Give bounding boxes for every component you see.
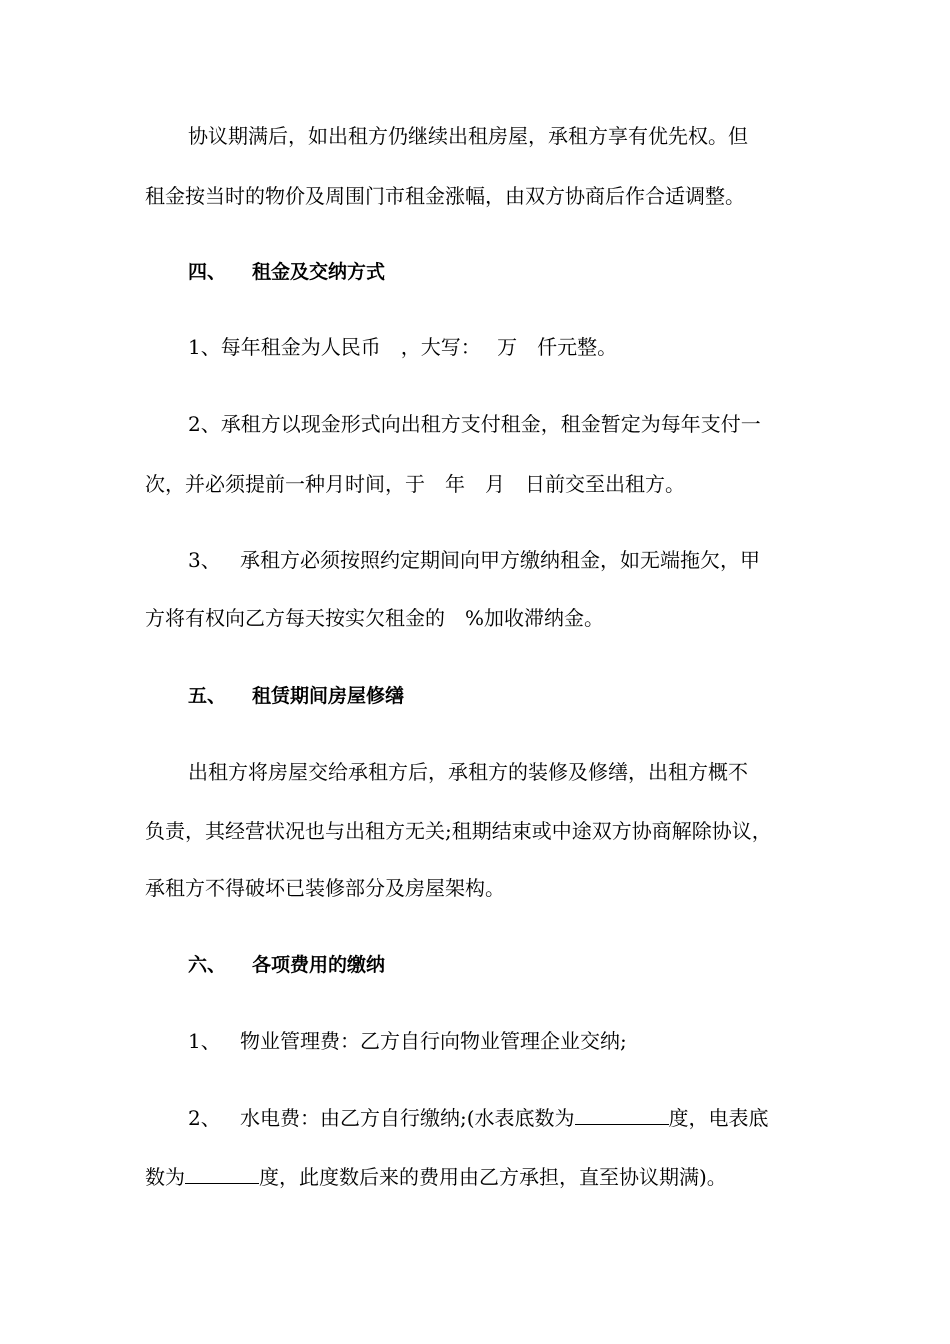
section-6-item-1 bbox=[188, 1027, 815, 1055]
section-5-line-2: 负责，其经营状况也与出租方无关;租期结束或中途双方协商解除协议， bbox=[145, 819, 772, 843]
section-6-item-1-number: 1、 bbox=[188, 1029, 221, 1053]
section-4-item-3-line-1 bbox=[188, 546, 815, 574]
section-6-number: 六、 bbox=[188, 954, 227, 976]
section-6-heading bbox=[188, 951, 815, 979]
section-5-title: 租赁期间房屋修缮 bbox=[252, 685, 405, 707]
section-6-item-2-text-a: 水电费：由乙方自行缴纳;(水表底数为 bbox=[240, 1106, 575, 1130]
section-4-item-1: 1、每年租金为人民币 ，大写： 万 仟元整。 bbox=[188, 335, 618, 359]
section-5-line-1: 出租方将房屋交给承租方后，承租方的装修及修缮，出租方概不 bbox=[188, 760, 748, 784]
section-5-number: 五、 bbox=[188, 685, 227, 707]
section-4-item-3-text: 承租方必须按照约定期间向甲方缴纳租金，如无端拖欠，甲 bbox=[240, 548, 760, 572]
electric-meter-blank bbox=[185, 1163, 259, 1184]
renewal-paragraph-line-1: 协议期满后，如出租方仍继续出租房屋，承租方享有优先权。但 bbox=[188, 124, 748, 148]
section-4-number: 四、 bbox=[188, 261, 227, 283]
section-6-title: 各项费用的缴纳 bbox=[252, 954, 386, 976]
section-5-line-3: 承租方不得破坏已装修部分及房屋架构。 bbox=[145, 876, 505, 900]
renewal-paragraph-line-2: 租金按当时的物价及周围门市租金涨幅，由双方协商后作合适调整。 bbox=[145, 184, 745, 208]
section-4-item-3-number: 3、 bbox=[188, 548, 221, 572]
section-4-title: 租金及交纳方式 bbox=[252, 261, 386, 283]
water-meter-blank bbox=[575, 1104, 669, 1125]
section-5-heading bbox=[188, 682, 815, 710]
section-6-item-2-line-2 bbox=[145, 1163, 815, 1191]
section-6-item-2-line-2-a: 数为 bbox=[145, 1165, 185, 1189]
section-4-item-2-line-1: 2、承租方以现金形式向出租方支付租金，租金暂定为每年支付一 bbox=[188, 412, 761, 436]
section-4-heading bbox=[188, 258, 815, 286]
section-6-item-2-number: 2、 bbox=[188, 1106, 221, 1130]
section-6-item-2-line-1 bbox=[188, 1104, 815, 1132]
section-4-item-2-line-2: 次，并必须提前一种月时间，于 年 月 日前交至出租方。 bbox=[145, 472, 685, 496]
section-4-item-3-line-2: 方将有权向乙方每天按实欠租金的 %加收滞纳金。 bbox=[145, 606, 605, 630]
section-6-item-1-text: 物业管理费：乙方自行向物业管理企业交纳; bbox=[240, 1029, 627, 1053]
section-6-item-2-line-2-b: 度，此度数后来的费用由乙方承担，直至协议期满)。 bbox=[259, 1165, 727, 1189]
section-6-item-2-text-b: 度，电表底 bbox=[668, 1106, 769, 1130]
